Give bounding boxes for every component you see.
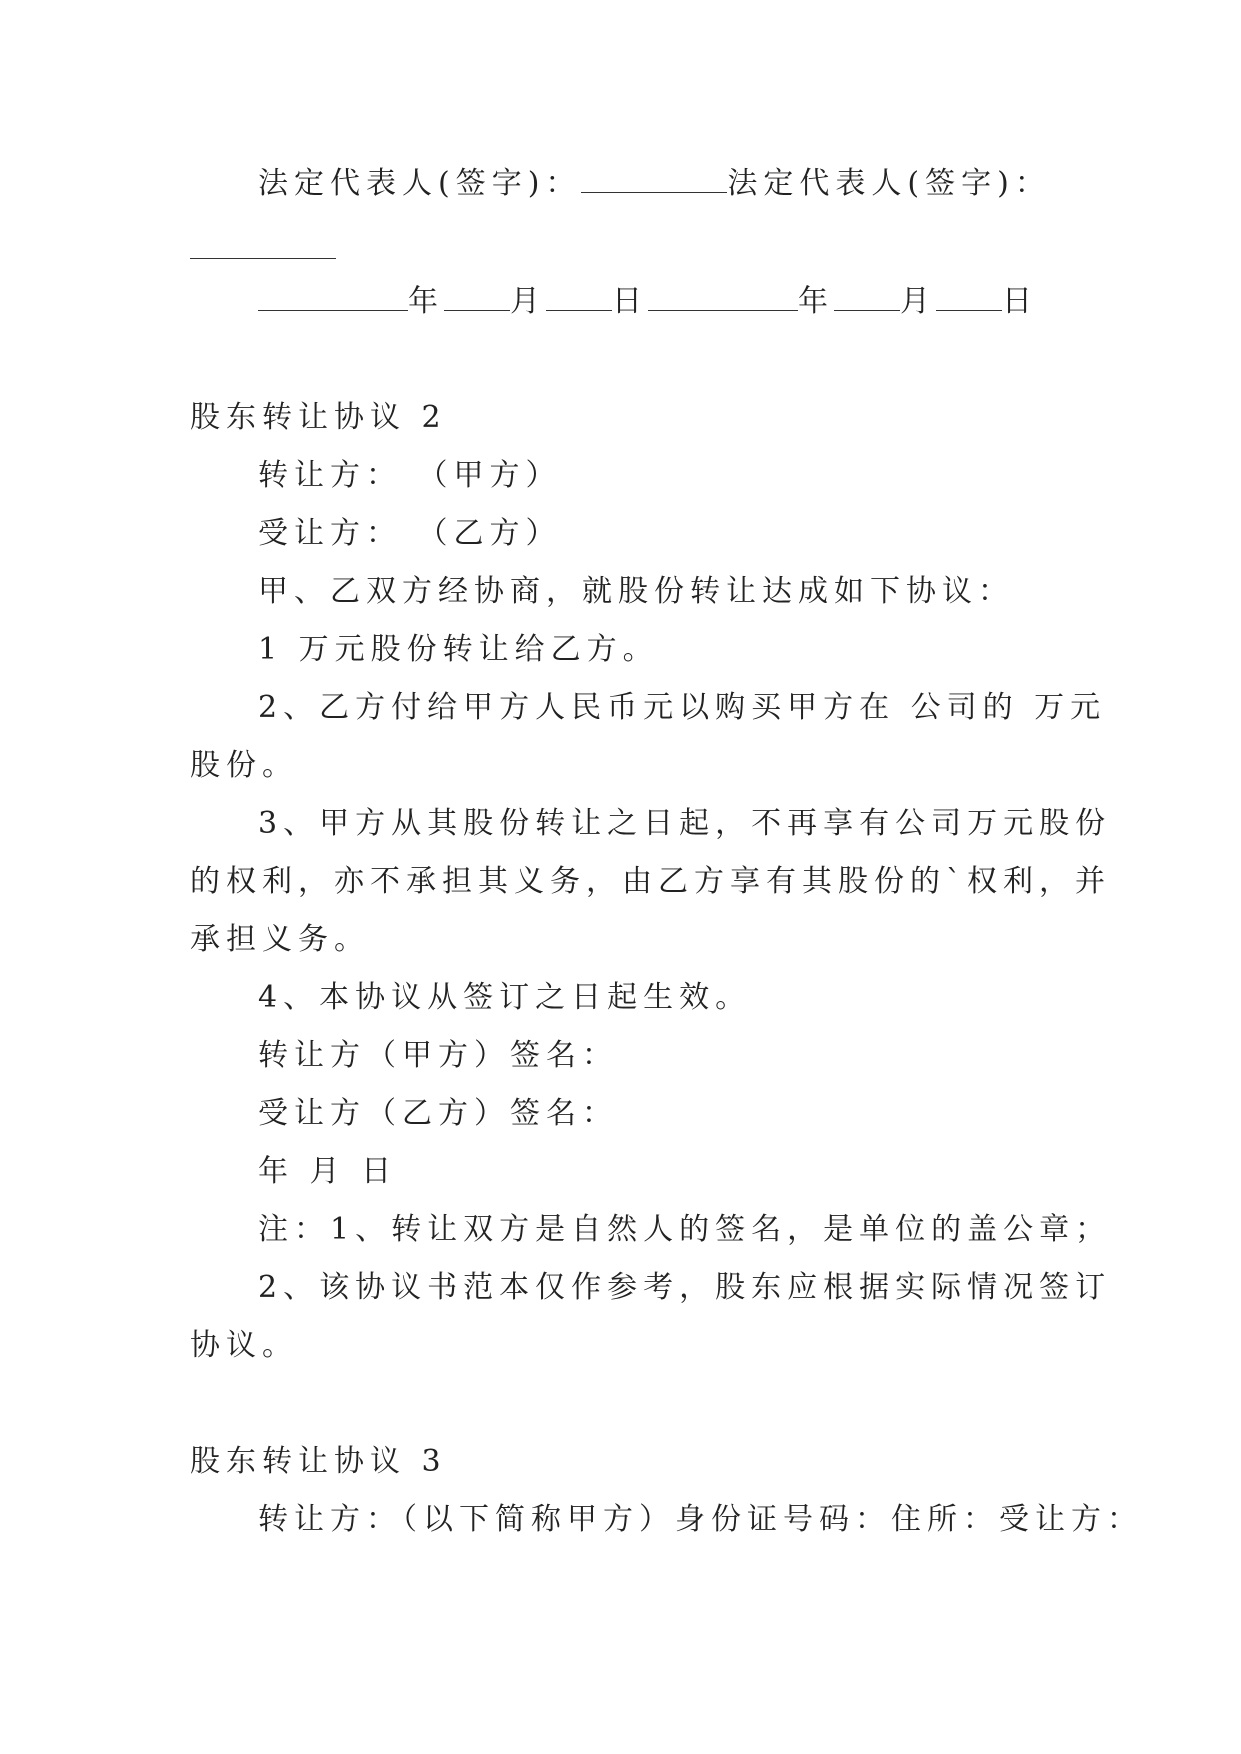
date-row (258, 282, 1038, 322)
note2-line1: 2、该协议书范本仅作参考，股东应根据实际情况签订 (258, 1270, 1112, 1305)
transferee-line: 受让方： （乙方） (258, 516, 562, 551)
note2-line2: 协议。 (190, 1328, 298, 1363)
year-label-b: 年 (798, 284, 834, 319)
signature-blank-a (581, 168, 727, 193)
transferee-sign-line: 受让方（乙方）签名： (258, 1096, 618, 1131)
clause3-line2: 的权利，亦不承担其义务，由乙方享有其股份的`权利，并 (190, 864, 1111, 899)
clause3-line3: 承担义务。 (190, 922, 370, 957)
clause2-line1: 2、乙方付给甲方人民币元以购买甲方在 公司的 万元 (258, 690, 1107, 725)
day-blank-b (936, 286, 1002, 311)
legal-rep-label-b: 法定代表人(签字)： (727, 166, 1051, 201)
sign-date-line: 年 月 日 (258, 1154, 398, 1189)
agreement2-title: 股东转让协议 2 (190, 400, 447, 435)
month-blank-a (444, 286, 510, 311)
day-label-b: 日 (1002, 284, 1038, 319)
clause4-line: 4、本协议从签订之日起生效。 (258, 980, 752, 1015)
signature-blank-b (190, 258, 336, 259)
agreement3-title: 股东转让协议 3 (190, 1444, 447, 1479)
transferor-sign-line: 转让方（甲方）签名： (258, 1038, 618, 1073)
day-blank-a (546, 286, 612, 311)
year-label-a: 年 (408, 284, 444, 319)
month-label-b: 月 (900, 284, 936, 319)
month-label-a: 月 (510, 284, 546, 319)
intro-line: 甲、乙双方经协商，就股份转让达成如下协议： (258, 574, 1014, 609)
clause3-line1: 3、甲方从其股份转让之日起，不再享有公司万元股份 (258, 806, 1112, 841)
legal-rep-label-a: 法定代表人(签字)： (258, 166, 582, 201)
transferor-line: 转让方： （甲方） (258, 458, 562, 493)
year-blank-b (648, 286, 798, 311)
day-label-a: 日 (612, 284, 648, 319)
clause2-line2: 股份。 (190, 748, 298, 783)
clause1-line: 1 万元股份转让给乙方。 (258, 632, 659, 667)
note1-line: 注：1、转让双方是自然人的签名，是单位的盖公章； (258, 1212, 1112, 1247)
signature-row (258, 164, 1051, 204)
year-blank-a (258, 286, 408, 311)
agreement3-first-line: 转让方：（以下简称甲方）身份证号码：住所：受让方： (258, 1502, 1143, 1537)
month-blank-b (834, 286, 900, 311)
